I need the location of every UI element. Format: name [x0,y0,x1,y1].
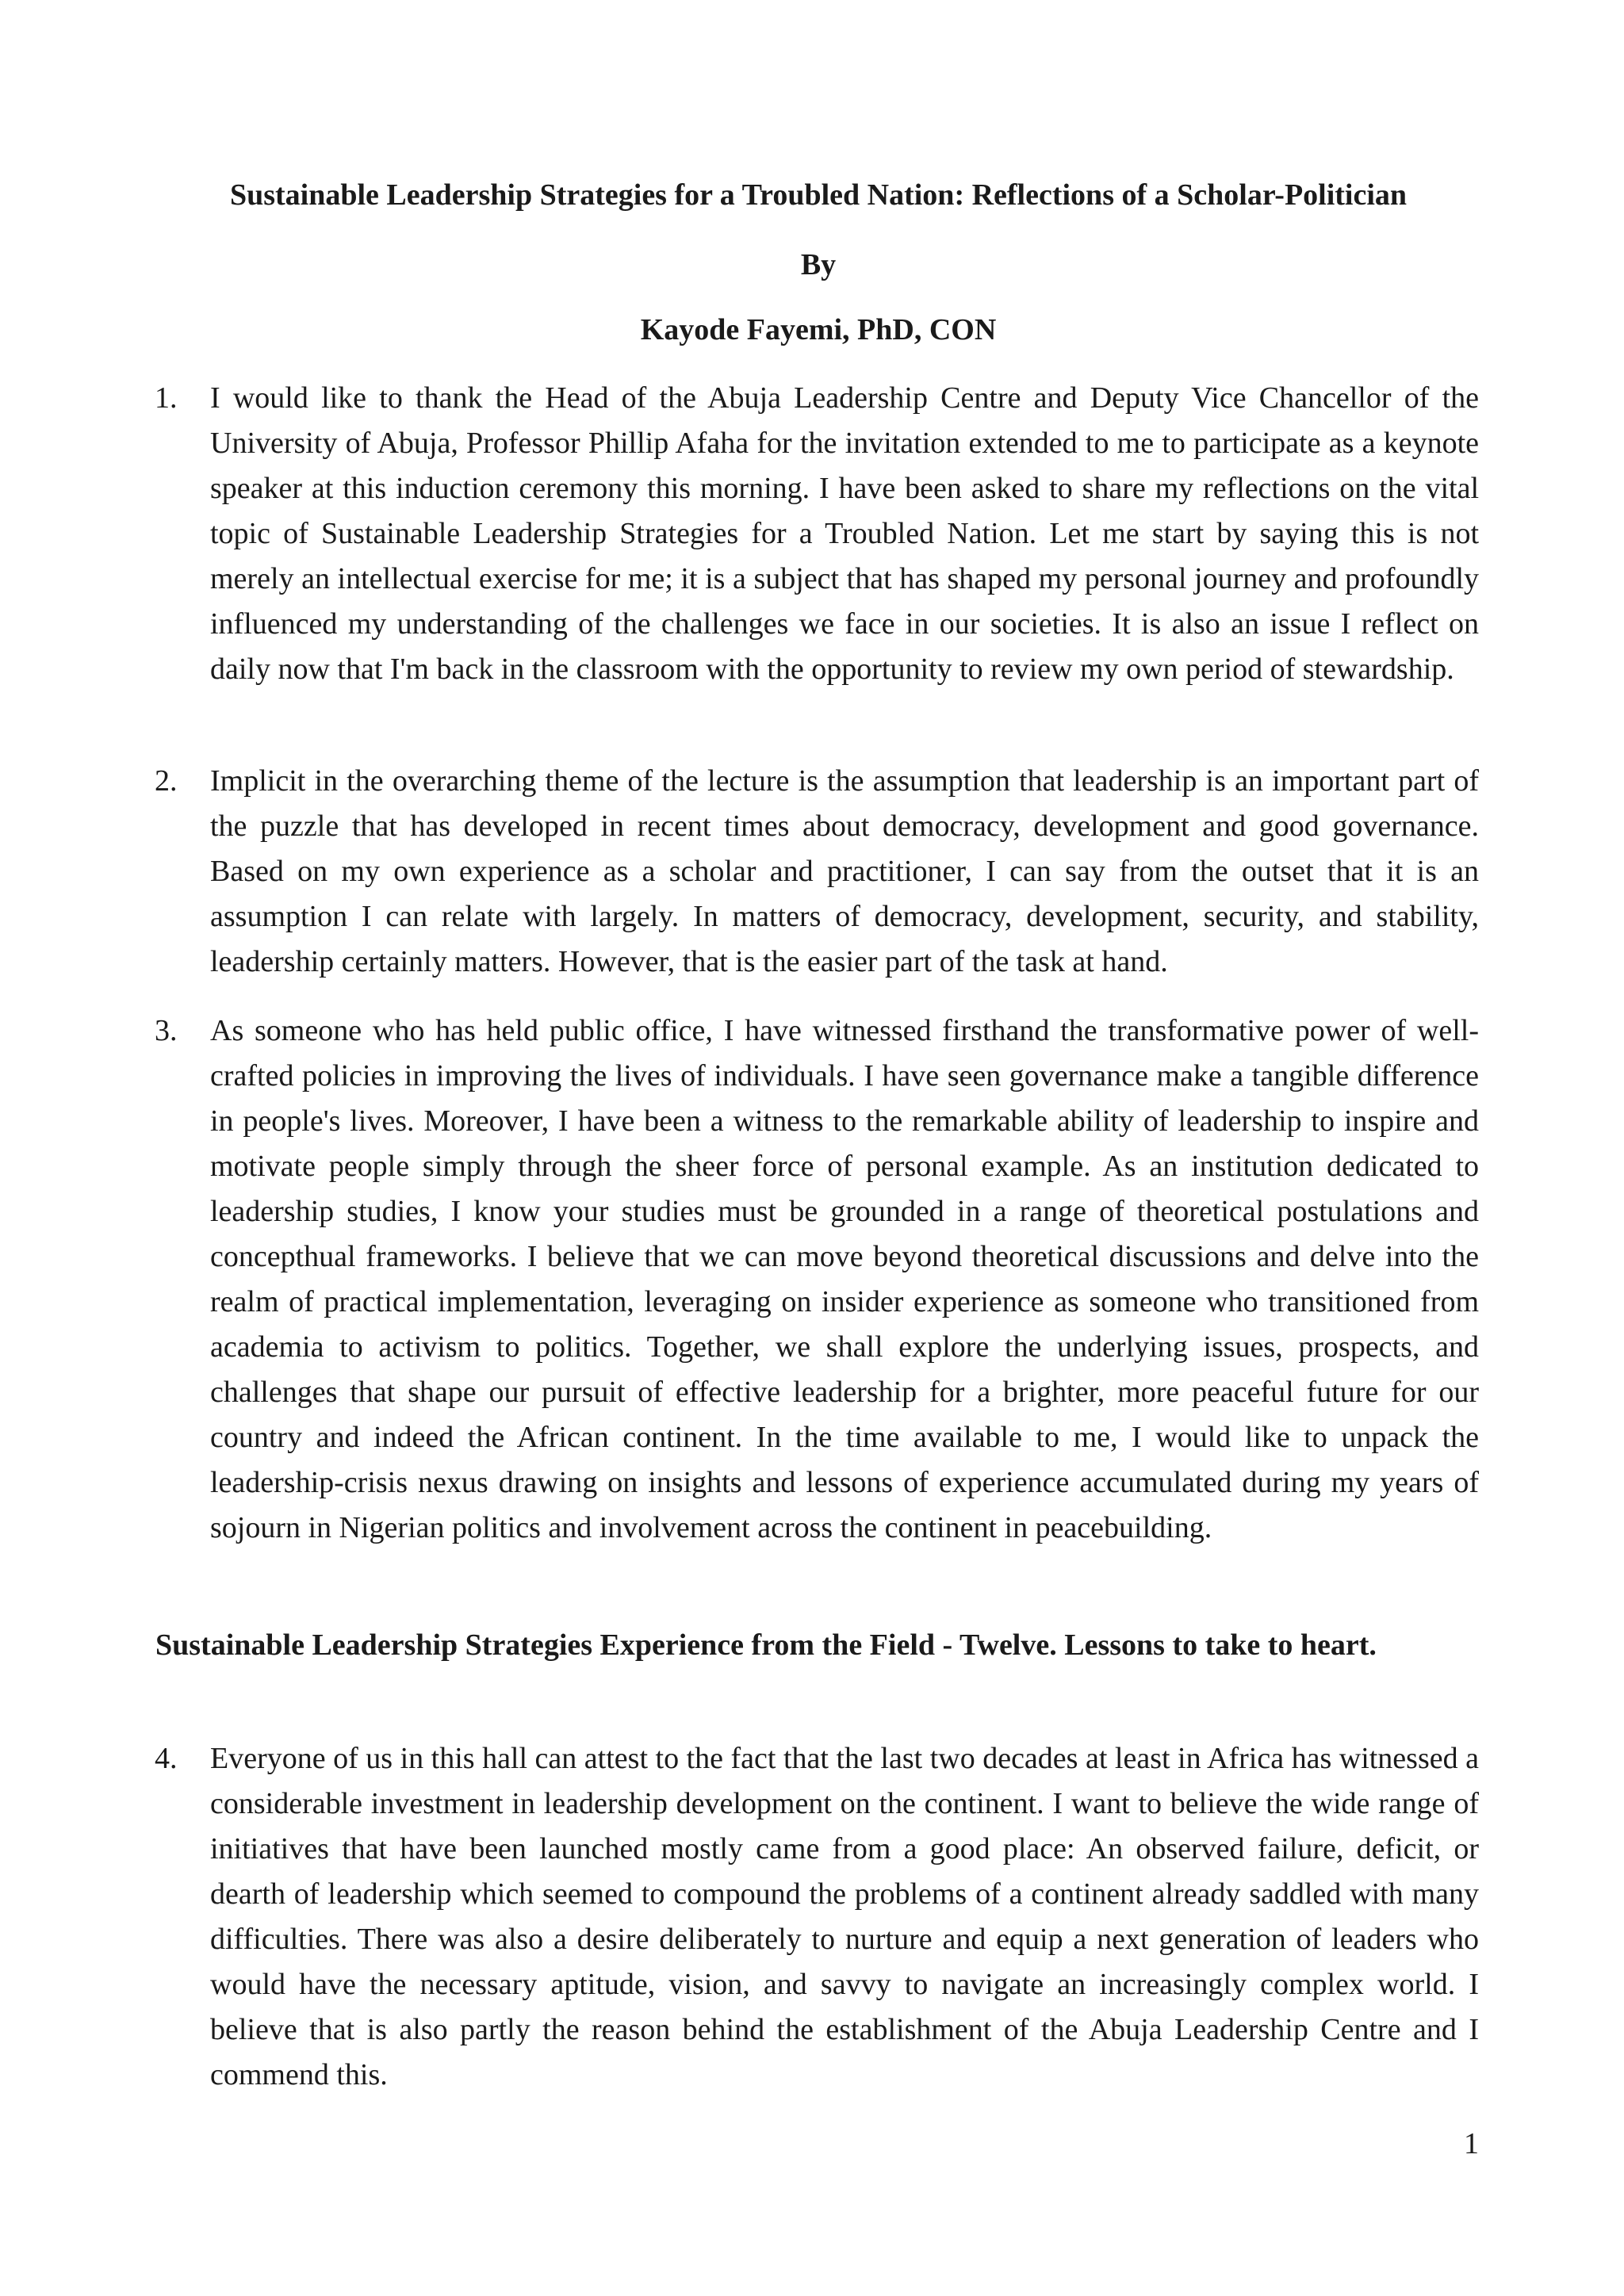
paragraph-number: 1. [155,381,178,415]
paragraph-text: As someone who has held public office, I have witnessed firsthand the transformative power of well-crafted policies in improving the lives of individuals. I have seen governance make a tangible difference in people's lives. Moreover, I have been a witness to the remarkable ability of leadership to inspire and motivate people simply through the sheer force of personal example. As an institution dedicated to leadership studies, I know your studies must be grounded in a range of theoretical postulations and concepthual frameworks. I believe that we can move beyond theoretical discussions and delve into the realm of practical implementation, leveraging on insider experience as someone who transitioned from academia to activism to politics. Together, we shall explore the underlying issues, prospects, and challenges that shape our pursuit of effective leadership for a brighter, more peaceful future for our country and indeed the African continent. In the time available to me, I would like to unpack the leadership-crisis nexus drawing on insights and lessons of experience accumulated during my years of sojourn in Nigerian politics and involvement across the continent in peacebuilding. [210,1014,1479,1544]
section-heading: Sustainable Leadership Strategies Experience from the Field - Twelve. Lessons to take to heart. [155,1628,1377,1662]
numbered-paragraph-2 [155,759,1479,985]
numbered-paragraph-3 [155,1008,1479,1551]
numbered-paragraph-1 [155,376,1479,692]
paragraph-text: Everyone of us in this hall can attest to the fact that the last two decades at least in Africa has witnessed a considerable investment in leadership development on the continent. I want to believe the wide range of initiatives that have been launched mostly came from a good place: An observed failure, deficit, or dearth of leadership which seemed to compound the problems of a continent already saddled with many difficulties. There was also a desire deliberately to nurture and equip a next generation of leaders who would have the necessary aptitude, vision, and savvy to navigate an increasingly complex world. I believe that is also partly the reason behind the establishment of the Abuja Leadership Centre and I commend this. [210,1742,1479,2091]
numbered-paragraph-4 [155,1736,1479,2098]
paragraph-number: 4. [155,1742,178,1775]
document-title: Sustainable Leadership Strategies for a Troubled Nation: Reflections of a Scholar-Politician [229,178,1408,212]
paragraph-number: 3. [155,1014,178,1047]
page-number: 1 [1464,2127,1479,2160]
paragraph-number: 2. [155,764,178,798]
author-name: Kayode Fayemi, PhD, CON [640,313,997,346]
paragraph-text: Implicit in the overarching theme of the lecture is the assumption that leadership is an important part of the puzzle that has developed in recent times about democracy, development and good governance. Based on my own experience as a scholar and practitioner, I can say from the outset that it is an assumption I can relate with largely. In matters of democracy, development, security, and stability, leadership certainly matters. However, that is the easier part of the task at hand. [210,764,1479,978]
paragraph-text: I would like to thank the Head of the Abuja Leadership Centre and Deputy Vice Chancellor of the University of Abuja, Professor Phillip Afaha for the invitation extended to me to participate as a keynote speaker at this induction ceremony this morning. I have been asked to share my reflections on the vital topic of Sustainable Leadership Strategies for a Troubled Nation. Let me start by saying this is not merely an intellectual exercise for me; it is a subject that has shaped my personal journey and profoundly influenced my understanding of the challenges we face in our societies. It is also an issue I reflect on daily now that I'm back in the classroom with the opportunity to review my own period of stewardship. [210,381,1479,686]
byline-label: By [800,248,837,281]
